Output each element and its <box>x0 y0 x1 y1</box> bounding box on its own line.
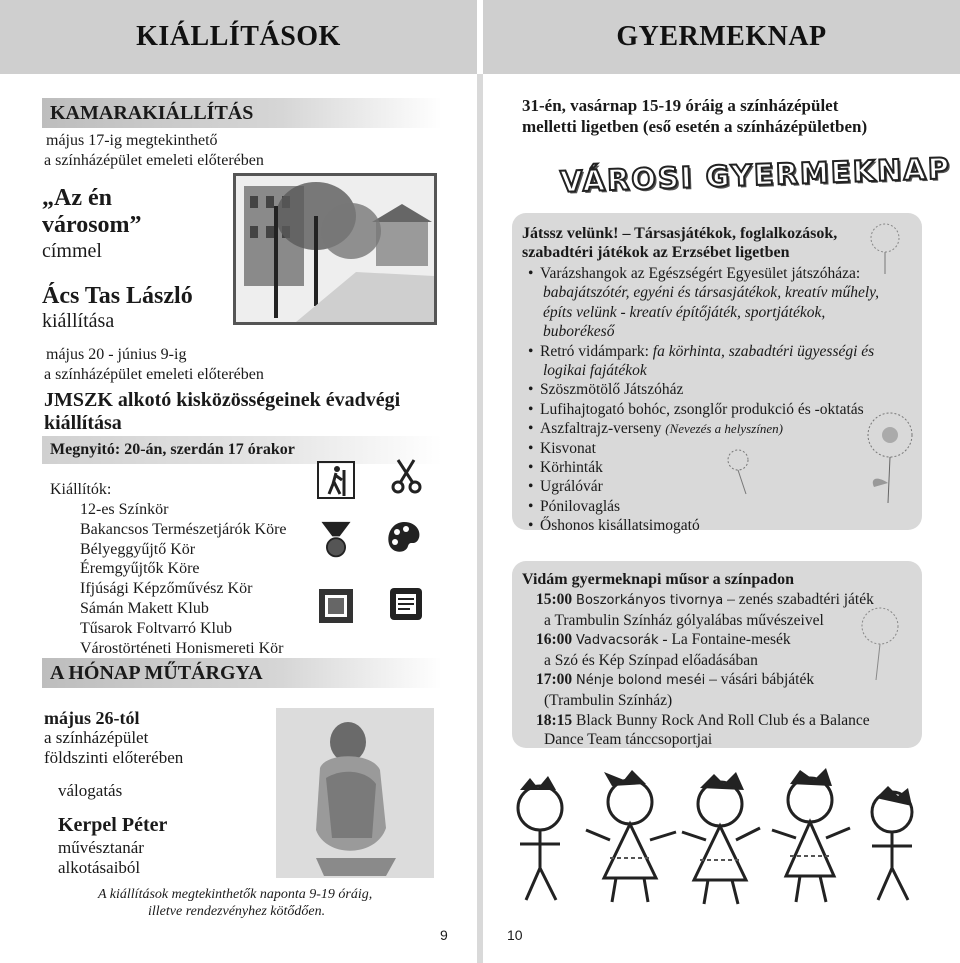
kamara-quote-2: városom” <box>42 212 142 238</box>
palette-icon <box>384 518 424 558</box>
program-row-sub: a Trambulin Színház gólyalábas művészeivel <box>544 611 824 629</box>
program-row: 16:00 Vadvacsorák - La Fontaine-mesék <box>536 631 791 649</box>
list-item: • Szöszmötölő Játszóház <box>528 380 879 399</box>
list-item: Bélyeggyűjtő Kör <box>80 540 196 558</box>
dandelion-decoration <box>860 405 920 505</box>
kamara-artist: Ács Tas László <box>42 283 193 309</box>
list-item: Tűsarok Foltvarró Klub <box>80 619 232 637</box>
jmszk-place: a színházépület emeleti előterében <box>44 366 264 383</box>
month-title: A HÓNAP MŰTÁRGYA <box>42 658 442 688</box>
list-item: • Aszfaltrajz-verseny (Nevezés a helyszínen) <box>528 419 879 438</box>
exhibitors-list <box>80 500 287 658</box>
list-item: • Varázshangok az Egészségért Egyesület játszóháza: <box>528 264 879 283</box>
kamara-quote-3: címmel <box>42 240 102 262</box>
jmszk-title-1: JMSZK alkotó kisközösségeinek évadvégi <box>44 389 401 411</box>
hiker-icon <box>316 460 356 500</box>
activities-head-2: szabadtéri játékok az Erzsébet ligetben <box>522 244 790 261</box>
kamara-title: KAMARAKIÁLLÍTÁS <box>42 98 442 128</box>
month-role: művésztanár <box>58 838 144 857</box>
list-item: • Pónilovaglás <box>528 497 879 516</box>
list-item: Éremgyűjtők Köre <box>80 560 200 578</box>
month-place-2: földszinti előterében <box>44 748 184 767</box>
program-row-sub: (Trambulin Színház) <box>544 691 673 709</box>
month-place-1: a színházépület <box>44 728 149 747</box>
intro-line-1: 31-én, vasárnap 15-19 óráig a színházépület <box>522 96 839 115</box>
program-head: Vidám gyermeknapi műsor a színpadon <box>522 571 795 588</box>
scissors-icon <box>386 456 426 496</box>
kamara-date: május 17-ig megtekinthető <box>46 132 218 149</box>
list-item: • Őshonos kisállatsimogató <box>528 516 879 535</box>
program-list <box>536 590 874 750</box>
program-row: 17:00 Nénje bolond meséi – vásári bábjáték <box>536 671 815 689</box>
dancing-children-illustration <box>500 768 930 908</box>
kamara-place: a színházépület emeleti előterében <box>44 152 264 169</box>
month-artist: Kerpel Péter <box>58 814 168 836</box>
activities-head-1: Játssz velünk! – Társasjátékok, foglalkozások, <box>522 225 838 242</box>
gyermeknap-logo: VÁROSI GYERMEKNAP <box>559 151 952 199</box>
exhibitors-label: Kiállítók: <box>50 481 112 498</box>
program-row-sub: Dance Team tánccsoportjai <box>544 731 713 749</box>
jmszk-opening: Megnyitó: 20-án, szerdán 17 órakor <box>42 436 442 464</box>
dandelion-decoration <box>716 446 776 496</box>
month-works: alkotásaiból <box>58 858 141 877</box>
right-page-header: GYERMEKNAP <box>483 0 960 74</box>
program-row-sub: a Szó és Kép Színpad előadásában <box>544 651 758 669</box>
list-item-sub: építs velünk - kreatív építőjáték, sportjátékok, <box>543 303 826 321</box>
kamara-artist-sub: kiállítása <box>42 310 115 332</box>
list-item: Ifjúsági Képzőművész Kör <box>80 580 253 598</box>
list-item: • Ugrálóvár <box>528 477 879 496</box>
list-item: Bakancsos Természetjárók Köre <box>80 520 287 538</box>
list-item-sub: logikai fajátékok <box>543 362 647 380</box>
intro-line-2: melletti ligetben (eső esetén a színházépületben) <box>522 117 868 136</box>
jmszk-title-2: kiállítása <box>44 412 122 434</box>
left-page-number: 9 <box>440 927 448 943</box>
medal-icon <box>316 520 356 560</box>
list-item: • Lufihajtogató bohóc, zsonglőr produkció és -oktatás <box>528 400 879 419</box>
street-painting-image <box>233 173 437 325</box>
list-item: • Körhinták <box>528 458 879 477</box>
kamara-quote-1: „Az én <box>42 185 112 211</box>
activities-list <box>528 264 879 536</box>
stamp-icon <box>316 586 356 626</box>
list-item-sub: babajátszótér, egyéni és társasjátékok, kreatív műhely, <box>543 284 880 302</box>
month-date: május 26-tól <box>44 708 140 728</box>
list-item: • Retró vidámpark: fa körhinta, szabadtéri ügyességi és <box>528 342 879 361</box>
left-page-header: KIÁLLÍTÁSOK <box>0 0 477 74</box>
list-item: 12-es Színkör <box>80 501 169 518</box>
list-item: Sámán Makett Klub <box>80 599 209 617</box>
program-row: 18:15 Black Bunny Rock And Roll Club és a Balance <box>536 711 870 729</box>
list-item: • Kisvonat <box>528 439 879 458</box>
footnote-2: illetve rendezvényhez kötődően. <box>148 904 326 919</box>
list-item-sub: buborékeső <box>543 323 615 341</box>
page-divider <box>477 74 483 963</box>
scroll-icon <box>386 584 426 624</box>
artwork-image <box>276 708 434 878</box>
right-page-number: 10 <box>507 927 523 943</box>
program-row: 15:00 Boszorkányos tivornya – zenés szabadtéri játék <box>536 591 874 608</box>
dandelion-decoration <box>855 216 915 276</box>
list-item: Várostörténeti Honismereti Kör <box>80 639 284 657</box>
dandelion-decoration <box>840 600 920 680</box>
footnote-1: A kiállítások megtekinthetők naponta 9-19 óráig, <box>98 887 373 902</box>
jmszk-date: május 20 - június 9-ig <box>46 346 187 363</box>
month-selection: válogatás <box>58 781 123 800</box>
